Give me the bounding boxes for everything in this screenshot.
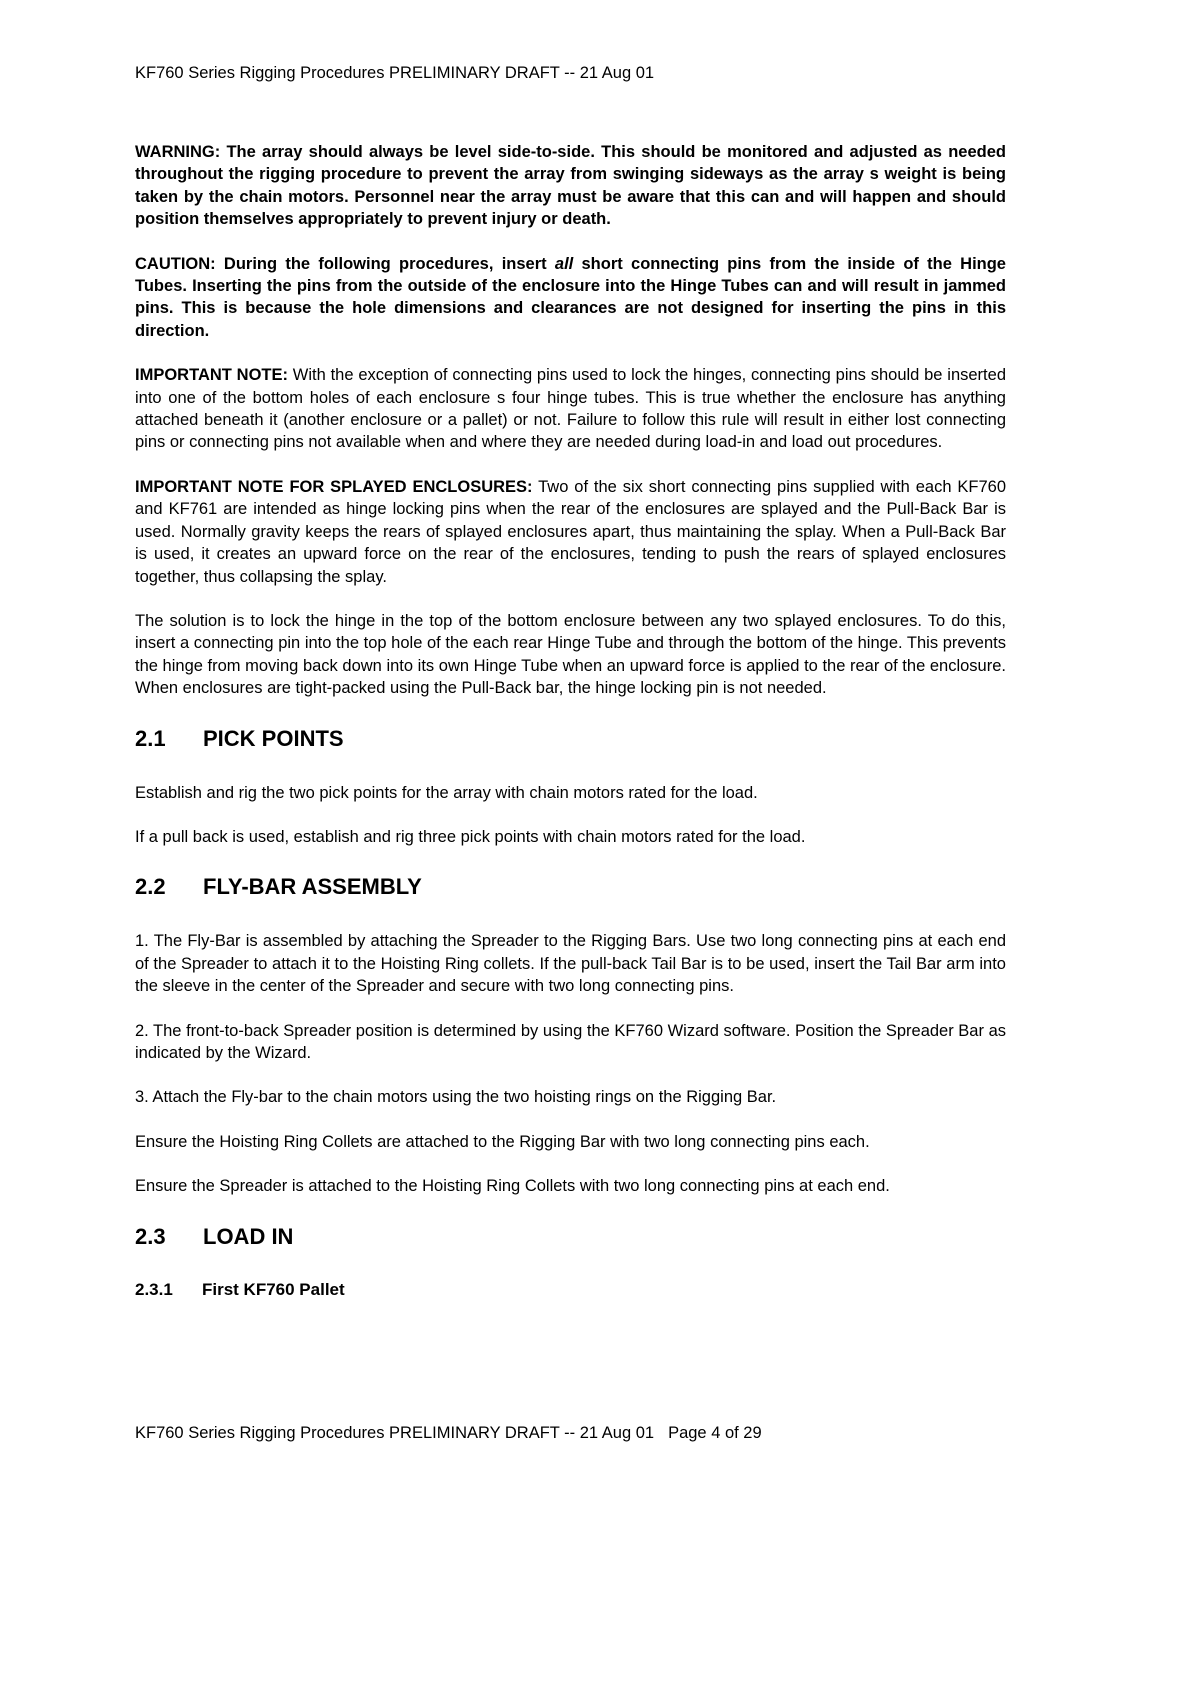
- section-number: 2.1: [135, 725, 166, 751]
- fly-bar-paragraph-3: 3. Attach the Fly-bar to the chain motors using the two hoisting rings on the Rigging Bar.: [135, 1088, 777, 1107]
- section-title: PICK POINTS: [203, 725, 344, 751]
- pick-points-paragraph-1: Establish and rig the two pick points for the array with chain motors rated for the load.: [135, 783, 758, 802]
- section-heading-load-in: [135, 1224, 1006, 1250]
- page-header: KF760 Series Rigging Procedures PRELIMINARY DRAFT -- 21 Aug 01: [135, 64, 655, 82]
- warning-paragraph: WARNING: The array should always be level side-to-side. This should be monitored and adjusted as needed throughout the rigging procedure to prevent the array from swinging sideways as the array s weight is being taken by the chain motors. Personnel near the array must be aware that this can and will happen and should position themselves appropriately to prevent injury or death.: [135, 143, 1006, 229]
- splayed-note-label: IMPORTANT NOTE FOR SPLAYED ENCLOSURES:: [135, 477, 533, 496]
- subsection-number: 2.3.1: [135, 1279, 173, 1299]
- section-title: LOAD IN: [203, 1223, 294, 1249]
- fly-bar-paragraph-4: Ensure the Hoisting Ring Collets are attached to the Rigging Bar with two long connecting pins each.: [135, 1132, 870, 1151]
- subsection-heading-first-pallet: [135, 1280, 1006, 1300]
- caution-emphasis-text: all: [554, 254, 574, 273]
- section-number: 2.2: [135, 874, 166, 900]
- caution-paragraph: [135, 253, 1006, 343]
- page-content: [135, 62, 1006, 1300]
- page-footer: [135, 1424, 762, 1443]
- subsection-title: First KF760 Pallet: [202, 1279, 345, 1299]
- pick-points-paragraph-2: If a pull back is used, establish and rig three pick points with chain motors rated for the load.: [135, 827, 806, 846]
- fly-bar-paragraph-1: 1. The Fly-Bar is assembled by attaching the Spreader to the Rigging Bars. Use two long connecting pins at each end of the Spreader to attach it to the Hoisting Ring collets. If the pull-back Tail Bar is to be used, insert the Tail Bar arm into the sleeve in the center of the Spreader and secure with two long connecting pins.: [135, 932, 1006, 996]
- caution-rest-text: short connecting pins from the inside of the Hinge Tubes. Inserting the pins from the outside of the enclosure into the Hinge Tubes can and will result in jammed pins. This is because the hole dimensions and clearances are not designed for inserting the pins in this direction.: [135, 254, 1006, 340]
- caution-lead-text: CAUTION: During the following procedures, insert: [135, 254, 555, 273]
- splayed-note-paragraph: [135, 476, 1006, 588]
- solution-paragraph: The solution is to lock the hinge in the top of the bottom enclosure between any two splayed enclosures. To do this, insert a connecting pin into the top hole of the each rear Hinge Tube and through the bottom of the hinge. This prevents the hinge from moving back down into its own Hinge Tube when an upward force is applied to the rear of the enclosure. When enclosures are tight-packed using the Pull-Back bar, the hinge locking pin is not needed.: [135, 611, 1006, 698]
- important-note-label: IMPORTANT NOTE:: [135, 366, 288, 385]
- important-note-paragraph: [135, 364, 1006, 454]
- section-title: FLY-BAR ASSEMBLY: [203, 874, 422, 900]
- section-number: 2.3: [135, 1223, 166, 1249]
- fly-bar-paragraph-2: 2. The front-to-back Spreader position is determined by using the KF760 Wizard software. Position the Spreader Bar as indicated by the Wizard.: [135, 1021, 1006, 1062]
- important-note-text: With the exception of connecting pins used to lock the hinges, connecting pins should be inserted into one of the bottom holes of each enclosure s four hinge tubes. This is true whether the enclosure has anything attached beneath it (another enclosure or a pallet) or not. Failure to follow this rule will result in either lost connecting pins or connecting pins not available when and where they are needed during load-in and load out procedures.: [135, 366, 1006, 452]
- footer-text: KF760 Series Rigging Procedures PRELIMINARY DRAFT -- 21 Aug 01: [135, 1424, 655, 1442]
- splayed-note-text: Two of the six short connecting pins supplied with each KF760 and KF761 are intended as hinge locking pins when the rear of the enclosures are splayed and the Pull-Back Bar is used. Normally gravity keeps the rears of splayed enclosures apart, thus maintaining the splay. When a Pull-Back Bar is used, it creates an upward force on the rear of the enclosures, tending to push the rears of splayed enclosures together, thus collapsing the splay.: [135, 477, 1007, 586]
- footer-page-number: Page 4 of 29: [668, 1424, 762, 1442]
- fly-bar-paragraph-5: Ensure the Spreader is attached to the Hoisting Ring Collets with two long connecting pins at each end.: [135, 1177, 890, 1196]
- section-heading-pick-points: [135, 726, 1006, 752]
- section-heading-fly-bar: [135, 874, 1006, 900]
